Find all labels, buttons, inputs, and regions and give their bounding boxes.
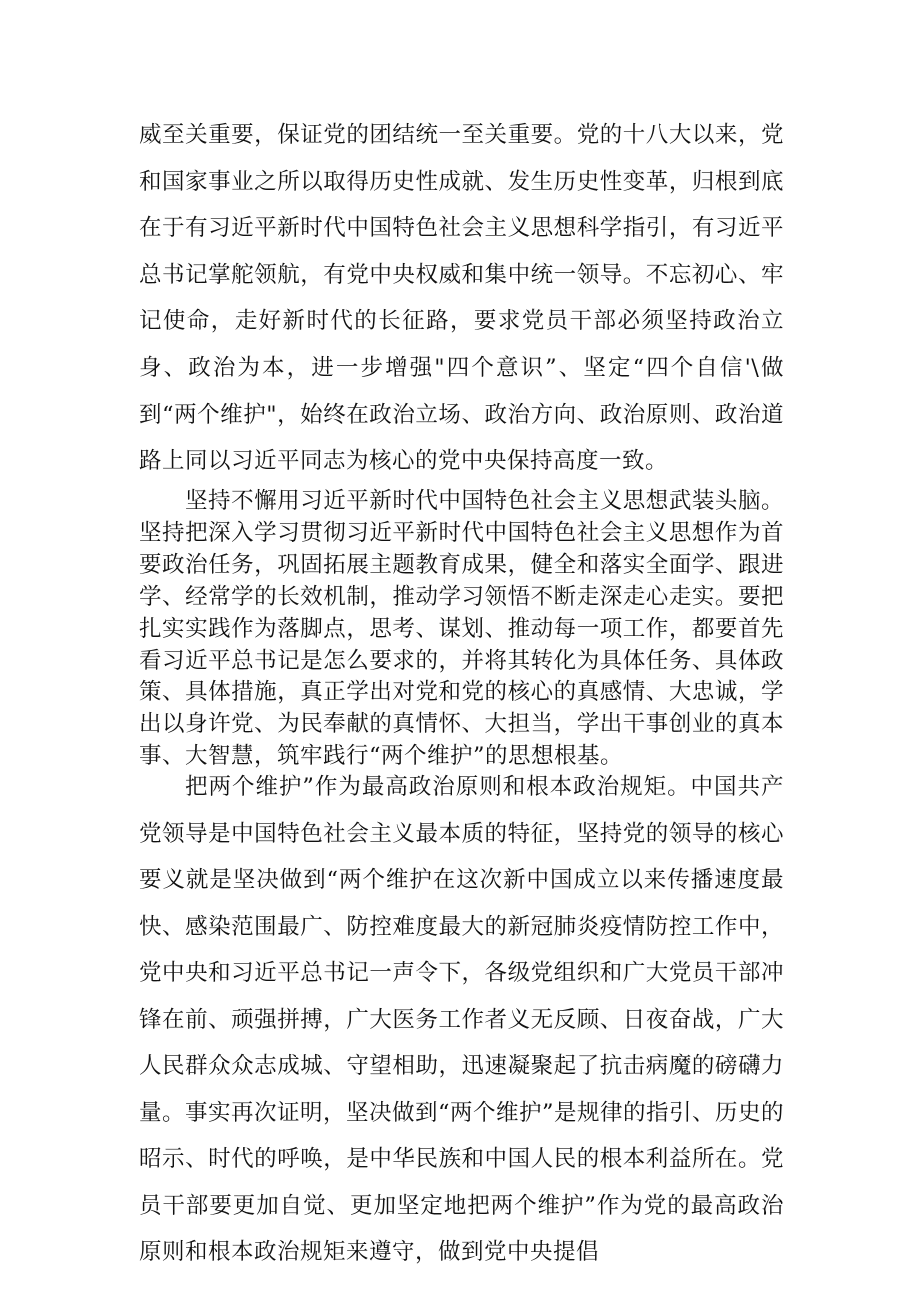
paragraph-3: 把两个维护”作为最高政治原则和根本政治规矩。中国共产党领导是中国特色社会主义最本质的特征，坚持党的领导的核心要义就是坚决做到“两个维护在这次新中国成立以来传播速度最快、感染范围最广、防控难度最大的新冠肺炎疫情防控工作中，党中央和习近平总书记一声令下，各级党组织和广大党员干部冲锋在前、顽强拼搏，广大医务工作者义无反顾、日夜奋战，广大人民群众众志成城、守望相助，迅速凝聚起了抗击病魔的磅礴力量。事实再次证明，坚决做到“两个维护”是规律的指引、历史的昭示、时代的呼唤，是中华民族和中国人民的根本利益所在。党员干部要更加自觉、更加坚定地把两个维护”作为党的最高政治原则和根本政治规矩来遵守，做到党中央提倡 (139, 774, 785, 1265)
paragraph-1: 威至关重要，保证党的团结统一至关重要。党的十八大以来，党和国家事业之所以取得历史性成就、发生历史性变革，归根到底在于有习近平新时代中国特色社会主义思想科学指引，有习近平总书记掌舵领航，有党中央权威和集中统一领导。不忘初心、牢记使命，走好新时代的长征路，要求党员干部必须坚持政治立身、政治为本，进一步增强"四个意识”、坚定“四个自信'\做到“两个维护"，始终在政治立场、政治方向、政治原则、政治道路上同以习近平同志为核心的党中央保持高度一致。 (139, 122, 784, 475)
paragraph-2: 坚持不懈用习近平新时代中国特色社会主义思想武装头脑。坚持把深入学习贯彻习近平新时代中国特色社会主义思想作为首要政治任务，巩固拓展主题教育成果，健全和落实全面学、跟进学、经常学的长效机制，推动学习领悟不断走深走心走实。要把扎实实践作为落脚点，思考、谋划、推动每一项工作，都要首先看习近平总书记是怎么要求的，并将其转化为具体任务、具体政策、具体措施，真正学出对党和党的核心的真感情、大忠诚，学出以身许党、为民奉献的真情怀、大担当，学出干事创业的真本事、大智慧，筑牢践行“两个维护”的思想根基。 (139, 488, 784, 770)
